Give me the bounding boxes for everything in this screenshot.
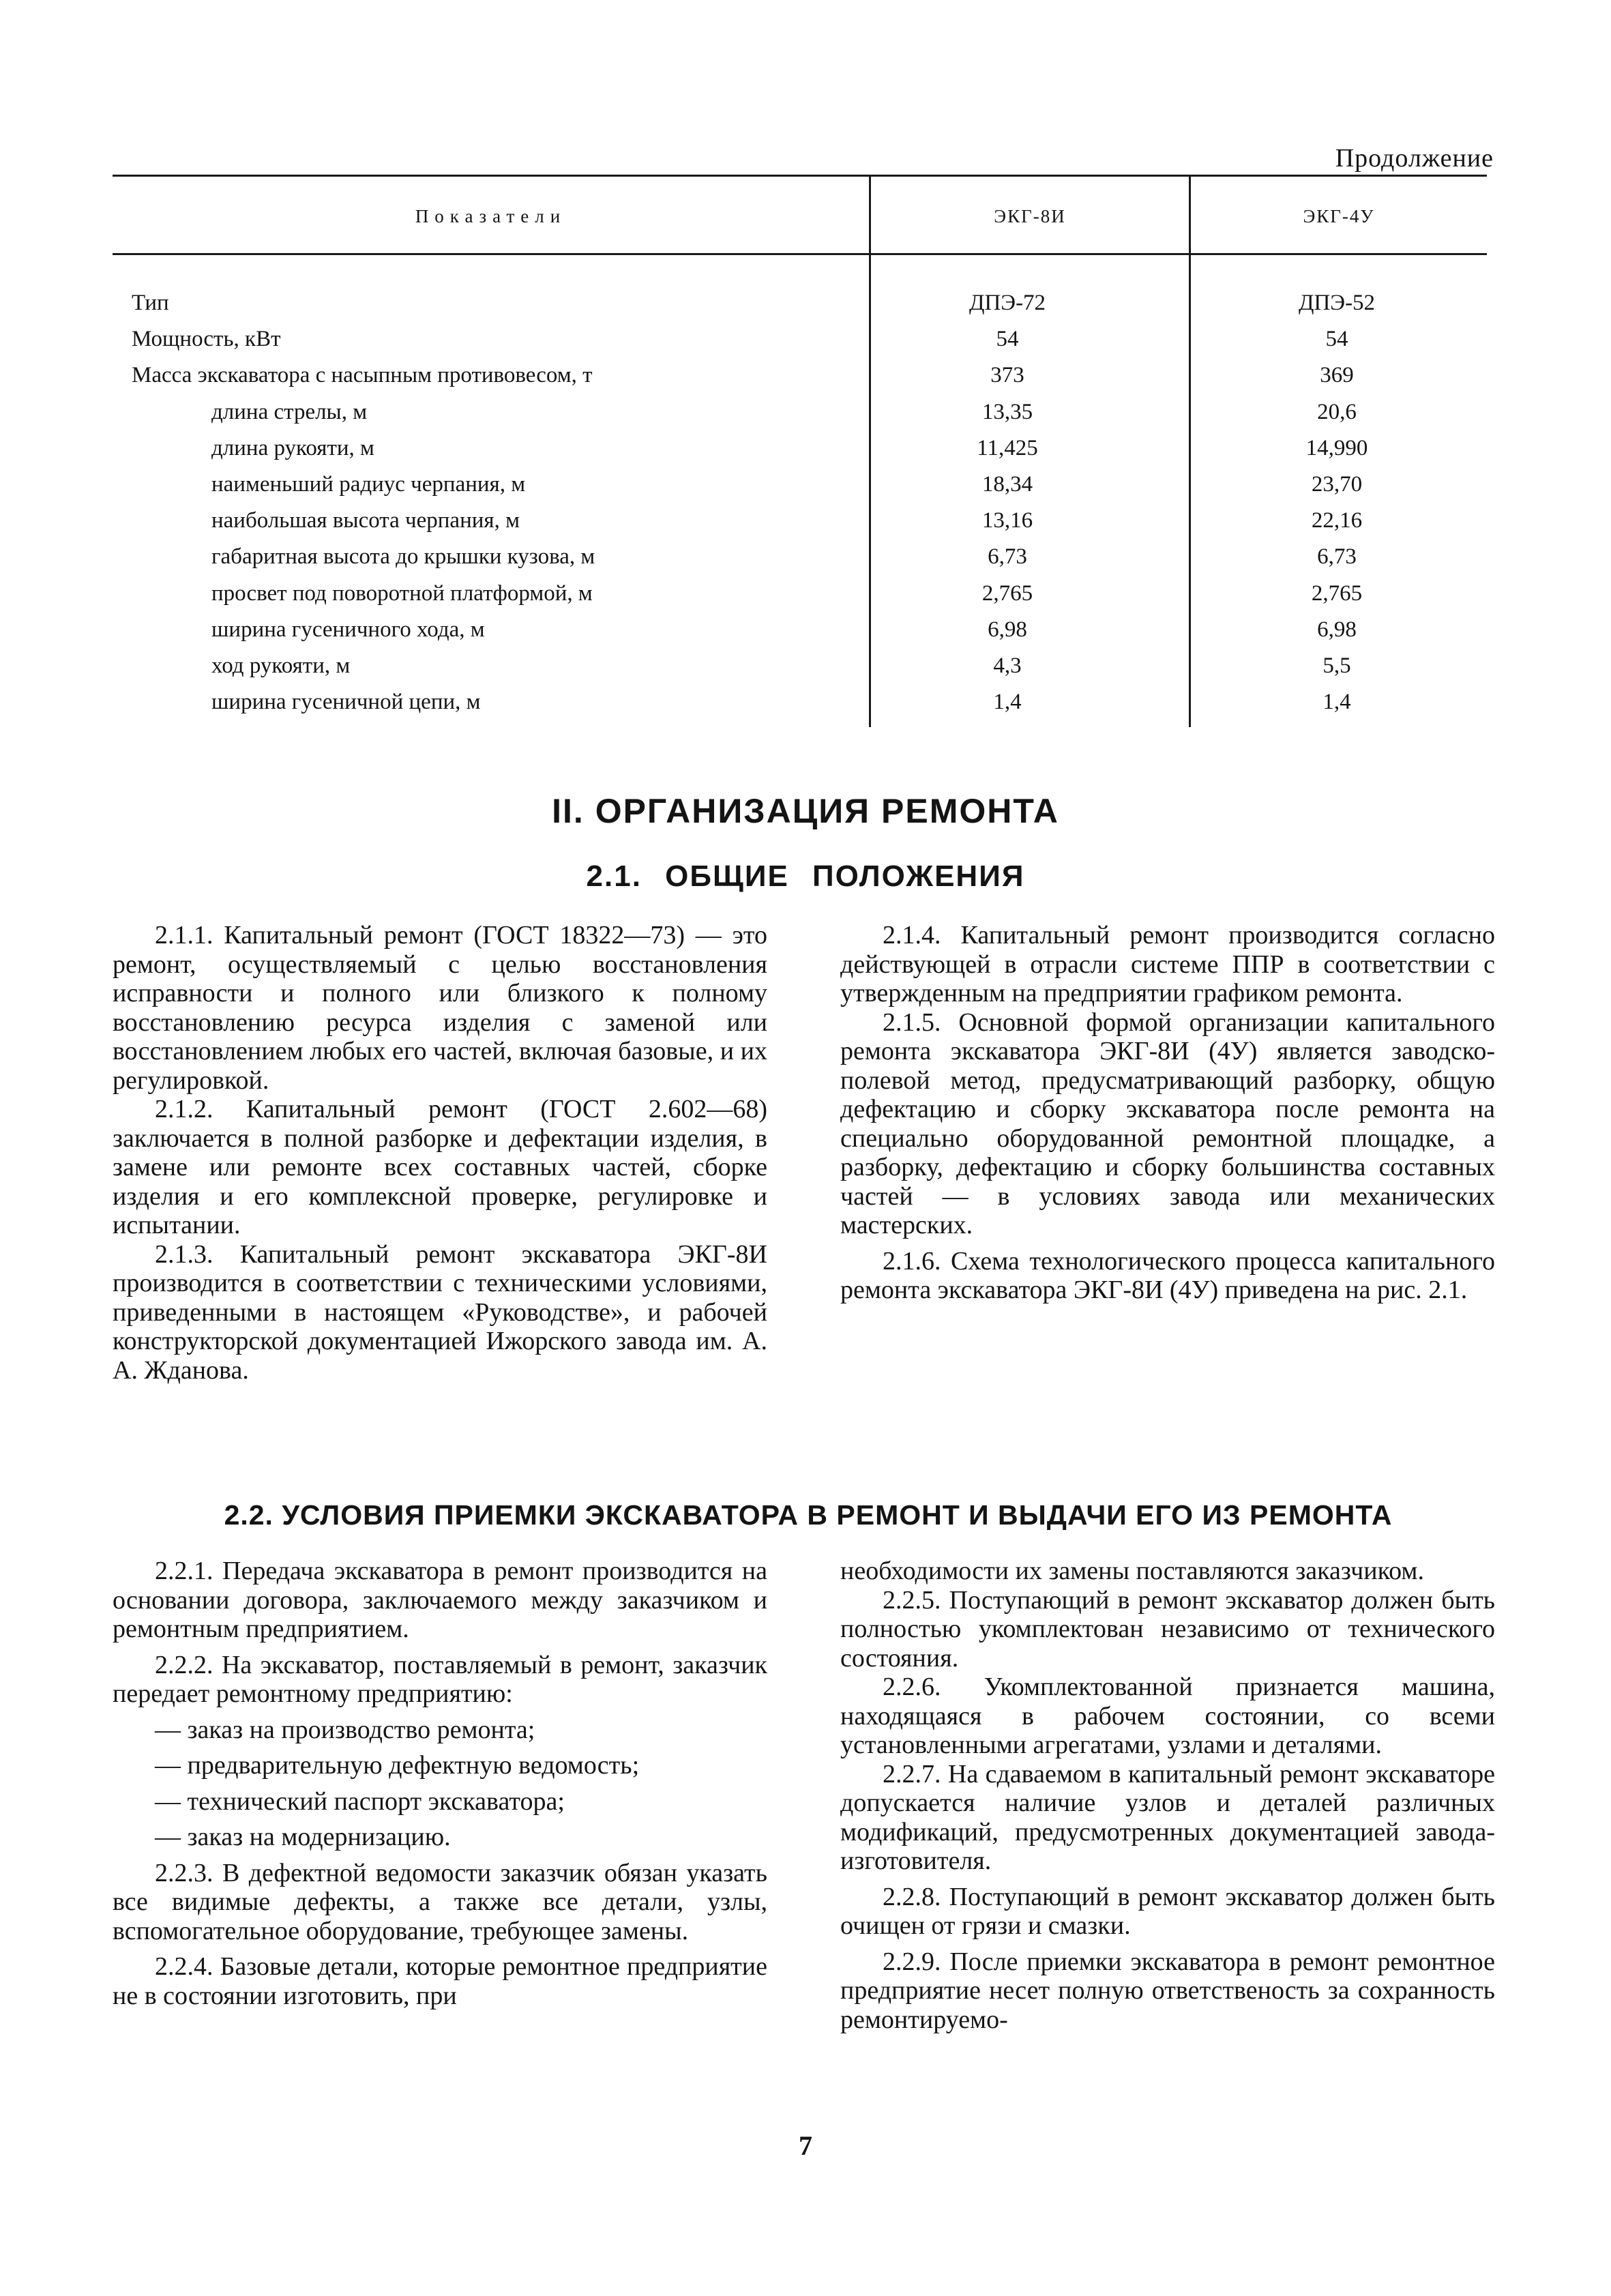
table-row [0, 684, 1611, 720]
list-item: — предварительную дефектную ведомость; [155, 1751, 640, 1780]
paragraph-2-2-7: 2.2.7. На сдаваемом в капитальный ремонт экскаваторе допускается наличие узлов и деталей различных модификаций, предусмотренных документацией завода-изготовителя. [840, 1759, 1495, 1875]
page-number: 7 [799, 2130, 812, 2161]
paragraph-2-2-1: 2.2.1. Передача экскаватора в ремонт производится на основании договора, заключаемого между заказчиком и ремонтным предприятием. [113, 1557, 767, 1643]
list-item: — заказ на модернизацию. [155, 1823, 451, 1851]
row-value-ekg8i: 54 [996, 327, 1019, 351]
paragraph-continuation: необходимости их замены поставляются заказчиком. [840, 1557, 1424, 1585]
row-label: Масса экскаватора с насыпным противовесом, т [132, 363, 593, 387]
row-value-ekg4u: 20,6 [1317, 400, 1357, 424]
row-value-ekg4u: 6,98 [1317, 617, 1357, 642]
table-row [0, 394, 1611, 430]
row-value-ekg4u: 6,73 [1317, 544, 1357, 569]
subsection-2-1-left-column [113, 921, 767, 1385]
subsection-2-1-right-column [840, 921, 1495, 1305]
table-row [0, 467, 1611, 503]
row-value-ekg4u: ДПЭ-52 [1298, 291, 1376, 315]
table-row [0, 539, 1611, 575]
paragraph-2-1-4: 2.1.4. Капитальный ремонт производится согласно действующей в отрасли системе ППР в соответствии с утвержденным на предприятии графиком ремонта. [840, 921, 1495, 1007]
subsection-title-2-2: 2.2. УСЛОВИЯ ПРИЕМКИ ЭКСКАВАТОРА В РЕМОНТ И ВЫДАЧИ ЕГО ИЗ РЕМОНТА [224, 1499, 1393, 1531]
table-row [0, 430, 1611, 467]
row-label: наименьший радиус черпания, м [211, 472, 526, 497]
table-row [0, 357, 1611, 394]
row-value-ekg8i: 13,16 [981, 508, 1033, 533]
paragraph-2-2-4: 2.2.4. Базовые детали, которые ремонтное предприятие не в состоянии изготовить, при [113, 1952, 767, 2010]
row-value-ekg8i: 2,765 [981, 581, 1033, 606]
table-header-ekg4u: ЭКГ-4У [1303, 205, 1375, 226]
paragraph-2-1-1: 2.1.1. Капитальный ремонт (ГОСТ 18322—73) — это ремонт, осуществляемый с целью восстановления исправности и полного или близкого к полному восстановлению ресурса изделия с заменой или восстановлением любых его частей, включая базовые, и их регулировкой. [113, 921, 767, 1095]
row-value-ekg4u: 5,5 [1322, 653, 1351, 678]
row-value-ekg4u: 23,70 [1311, 472, 1363, 497]
paragraph-2-1-6: 2.1.6. Схема технологического процесса капитального ремонта экскаватора ЭКГ-8И (4У) приведена на рис. 2.1. [840, 1246, 1495, 1304]
table-row [0, 285, 1611, 321]
continued-label: Продолжение [1335, 144, 1494, 173]
subsection-title-2-1: 2.1. ОБЩИЕ ПОЛОЖЕНИЯ [586, 859, 1025, 893]
row-label: длина рукояти, м [211, 436, 374, 460]
section-title: II. ОРГАНИЗАЦИЯ РЕМОНТА [552, 792, 1059, 830]
list-item: — технический паспорт экскаватора; [155, 1786, 565, 1816]
paragraph-2-2-2: 2.2.2. На экскаватор, поставляемый в ремонт, заказчик передает ремонтному предприятию: [113, 1650, 767, 1708]
table-row [0, 503, 1611, 539]
row-value-ekg8i: 11,425 [977, 436, 1038, 460]
row-value-ekg4u: 14,990 [1305, 436, 1368, 460]
row-label: габаритная высота до крышки кузова, м [211, 544, 595, 569]
row-label: наибольшая высота черпания, м [211, 508, 520, 533]
row-value-ekg4u: 369 [1320, 363, 1354, 387]
subsection-2-2-left-column [113, 1557, 767, 2010]
row-value-ekg8i: 13,35 [981, 400, 1033, 424]
paragraph-2-2-9: 2.2.9. После приемки экскаватора в ремонт ремонтное предприятие несет полную ответственость за сохранность ремонтируемо- [840, 1947, 1495, 2034]
table-top-rule [113, 175, 1487, 177]
row-value-ekg8i: 6,98 [988, 617, 1027, 642]
list-item: — заказ на производство ремонта; [155, 1715, 535, 1744]
row-value-ekg4u: 22,16 [1311, 508, 1363, 533]
paragraph-2-2-5: 2.2.5. Поступающий в ремонт экскаватор должен быть полностью укомплектован независимо от технического состояния. [840, 1585, 1495, 1673]
row-value-ekg8i: 18,34 [981, 472, 1033, 497]
row-value-ekg8i: 373 [990, 363, 1024, 387]
table-row [0, 612, 1611, 648]
row-value-ekg8i: 6,73 [988, 544, 1027, 569]
table-header-ekg8i: ЭКГ-8И [994, 205, 1066, 226]
row-value-ekg8i: ДПЭ-72 [969, 291, 1046, 315]
paragraph-2-1-3: 2.1.3. Капитальный ремонт экскаватора ЭКГ-8И производится в соответствии с техническими условиями, приведенными в настоящем «Руководстве», и рабочей конструкторской документацией Ижорского завода им. А. А. Жданова. [113, 1239, 767, 1385]
table-row [0, 321, 1611, 357]
row-value-ekg4u: 1,4 [1322, 690, 1351, 714]
row-label: длина стрелы, м [211, 400, 368, 424]
paragraph-2-2-6: 2.2.6. Укомплектованной признается машина, находящаяся в рабочем состоянии, со всеми установленными агрегатами, узлами и деталями. [840, 1673, 1495, 1759]
subsection-2-2-right-column [840, 1557, 1495, 2034]
row-label: ширина гусеничного хода, м [211, 617, 485, 642]
paragraph-2-2-8: 2.2.8. Поступающий в ремонт экскаватор должен быть очищен от грязи и смазки. [840, 1882, 1495, 1940]
paragraph-2-1-5: 2.1.5. Основной формой организации капитального ремонта экскаватора ЭКГ-8И (4У) является заводско-полевой метод, предусматривающий разборку, общую дефектацию и сборку экскаватора после ремонта на специально оборудованной ремонтной площадке, а разборку, дефектацию и сборку большинства составных частей — в условиях завода или механических мастерских. [840, 1007, 1495, 1239]
table-header-indicators: Показатели [415, 205, 567, 226]
table-row [0, 648, 1611, 684]
paragraph-2-1-2: 2.1.2. Капитальный ремонт (ГОСТ 2.602—68) заключается в полной разборке и дефектации изделия, в замене или ремонте всех составных частей, сборке изделия и его комплексной проверке, регулировке и испытании. [113, 1095, 767, 1239]
row-label: ширина гусеничной цепи, м [211, 690, 481, 714]
row-label: просвет под поворотной платформой, м [211, 581, 593, 606]
row-label: Тип [132, 291, 169, 315]
paragraph-2-2-3: 2.2.3. В дефектной ведомости заказчик обязан указать все видимые дефекты, а также все детали, узлы, вспомогательное оборудование, требующее замены. [113, 1858, 767, 1945]
row-value-ekg8i: 4,3 [993, 653, 1022, 678]
row-value-ekg8i: 1,4 [993, 690, 1022, 714]
row-value-ekg4u: 54 [1325, 327, 1348, 351]
row-label: ход рукояти, м [211, 653, 351, 678]
row-value-ekg4u: 2,765 [1311, 581, 1363, 606]
row-label: Мощность, кВт [132, 327, 281, 351]
table-row [0, 576, 1611, 612]
